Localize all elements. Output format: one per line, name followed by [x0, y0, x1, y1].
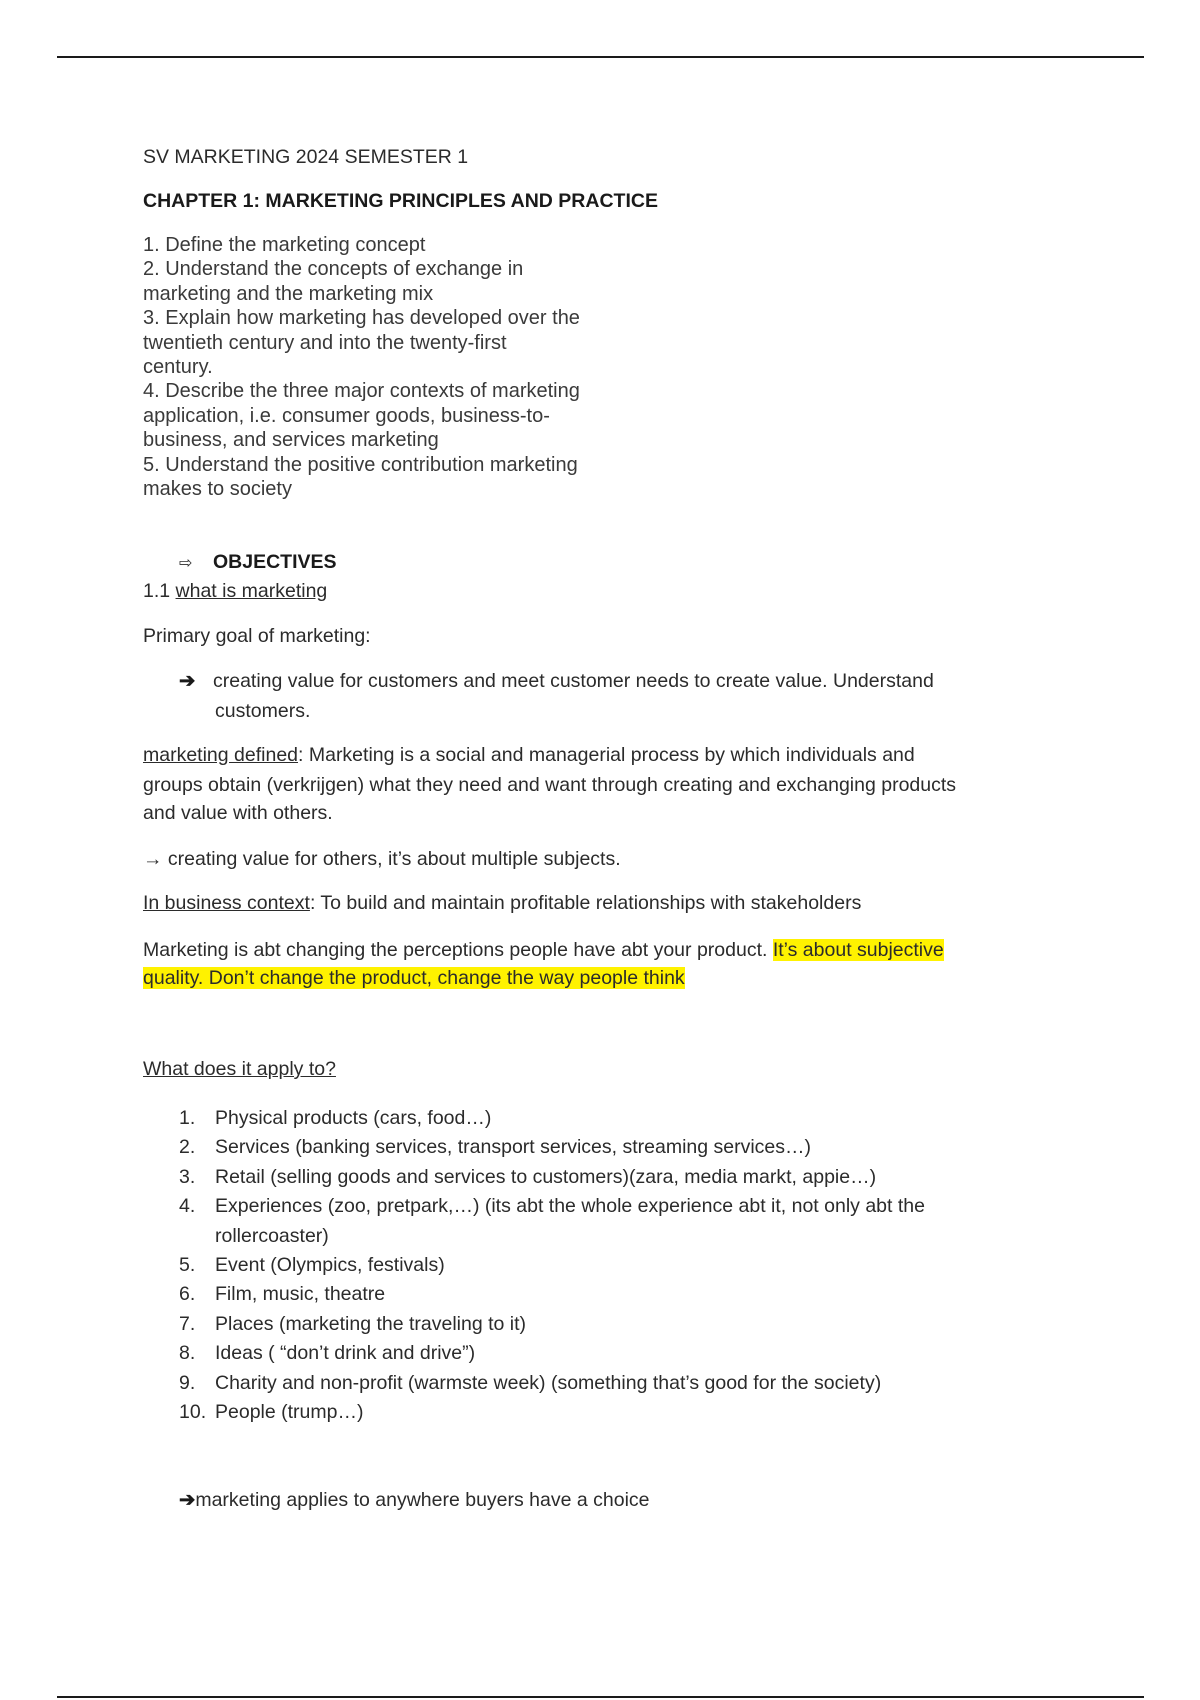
list-item: 4. Experiences (zoo, pretpark,…) (its abt the whole experience abt it, not only abt the rollercoaster) — [179, 1195, 925, 1247]
objective-line: 4. Describe the three major contexts of marketing — [143, 380, 580, 403]
conclusion-text: marketing applies to anywhere buyers have a choice — [195, 1489, 650, 1511]
chapter-title: CHAPTER 1: MARKETING PRINCIPLES AND PRACTICE — [143, 190, 658, 212]
marketing-defined-line-3: and value with others. — [143, 802, 333, 824]
objective-line: twentieth century and into the twenty-first — [143, 331, 507, 354]
objective-line: 1. Define the marketing concept — [143, 234, 426, 256]
list-item: 5. Event (Olympics, festivals) — [179, 1254, 445, 1277]
value-for-others: → creating value for others, it’s about multiple subjects. — [143, 848, 621, 870]
bottom-rule — [57, 1696, 1144, 1698]
objective-line: century. — [143, 356, 213, 379]
list-item: 1. Physical products (cars, food…) — [179, 1107, 492, 1129]
marketing-defined-line-1 — [143, 741, 915, 769]
list-item: 6. Film, music, theatre — [179, 1283, 386, 1306]
primary-goal-label: Primary goal of marketing: — [143, 625, 371, 647]
list-item: 10. People (trump…) — [179, 1401, 364, 1424]
objective-line: application, i.e. consumer goods, business-to- — [143, 404, 550, 427]
objective-line: 2. Understand the concepts of exchange in — [143, 258, 524, 281]
section-heading-1-1 — [143, 577, 327, 605]
objective-line: 3. Explain how marketing has developed over the — [143, 307, 580, 330]
list-item: 3. Retail (selling goods and services to customers)(zara, media markt, appie…) — [179, 1165, 877, 1188]
list-item: 2. Services (banking services, transport services, streaming services…) — [179, 1136, 812, 1159]
top-rule — [57, 56, 1144, 58]
objectives-heading — [179, 548, 337, 578]
marketing-defined-term: marketing defined — [143, 744, 299, 766]
bullet-text: creating value for customers and meet customer needs to create value. Understand — [213, 670, 934, 692]
objective-line: marketing and the marketing mix — [143, 282, 434, 305]
applies-heading: What does it apply to? — [143, 1058, 336, 1080]
bullet-text-continuation: customers. — [215, 700, 311, 722]
highlighted-text: quality. Don’t change the product, change the way people think — [143, 967, 685, 989]
objective-line: 5. Understand the positive contribution marketing — [143, 453, 578, 476]
section-number: 1.1 — [143, 580, 171, 602]
objective-line: business, and services marketing — [143, 429, 439, 452]
highlighted-text: It’s about subjective — [772, 939, 944, 961]
objectives-heading-label: OBJECTIVES — [213, 551, 337, 573]
conclusion — [179, 1486, 650, 1514]
business-context-text: : To build and maintain profitable relationships with stakeholders — [309, 892, 862, 914]
objective-line: makes to society — [143, 478, 292, 501]
business-context — [143, 889, 861, 917]
business-context-term: In business context — [143, 892, 310, 914]
list-item: 7. Places (marketing the traveling to it) — [179, 1312, 527, 1335]
perceptions-text: Marketing is abt changing the perceptions people have abt your product. — [143, 939, 773, 961]
marketing-defined-line-2: groups obtain (verkrijgen) what they need and want through creating and exchanging products — [143, 774, 957, 796]
list-item: 9. Charity and non-profit (warmste week) (something that’s good for the society) — [179, 1371, 882, 1394]
double-arrow-icon: ⇨ — [179, 555, 193, 572]
section-title: what is marketing — [175, 580, 328, 602]
objectives-list — [143, 233, 580, 501]
applies-list — [179, 1104, 925, 1427]
perceptions-line-2 — [143, 964, 685, 992]
primary-goal-bullet — [179, 667, 934, 695]
list-item: 8. Ideas ( “don’t drink and drive”) — [179, 1342, 476, 1365]
marketing-defined-text: : Marketing is a social and managerial process by which individuals and — [298, 744, 915, 766]
arrow-bullet-icon: ➔ — [179, 670, 196, 692]
arrow-bullet-icon: ➔ — [179, 1489, 196, 1511]
perceptions-line-1 — [143, 936, 944, 964]
course-title: SV MARKETING 2024 SEMESTER 1 — [143, 146, 469, 168]
